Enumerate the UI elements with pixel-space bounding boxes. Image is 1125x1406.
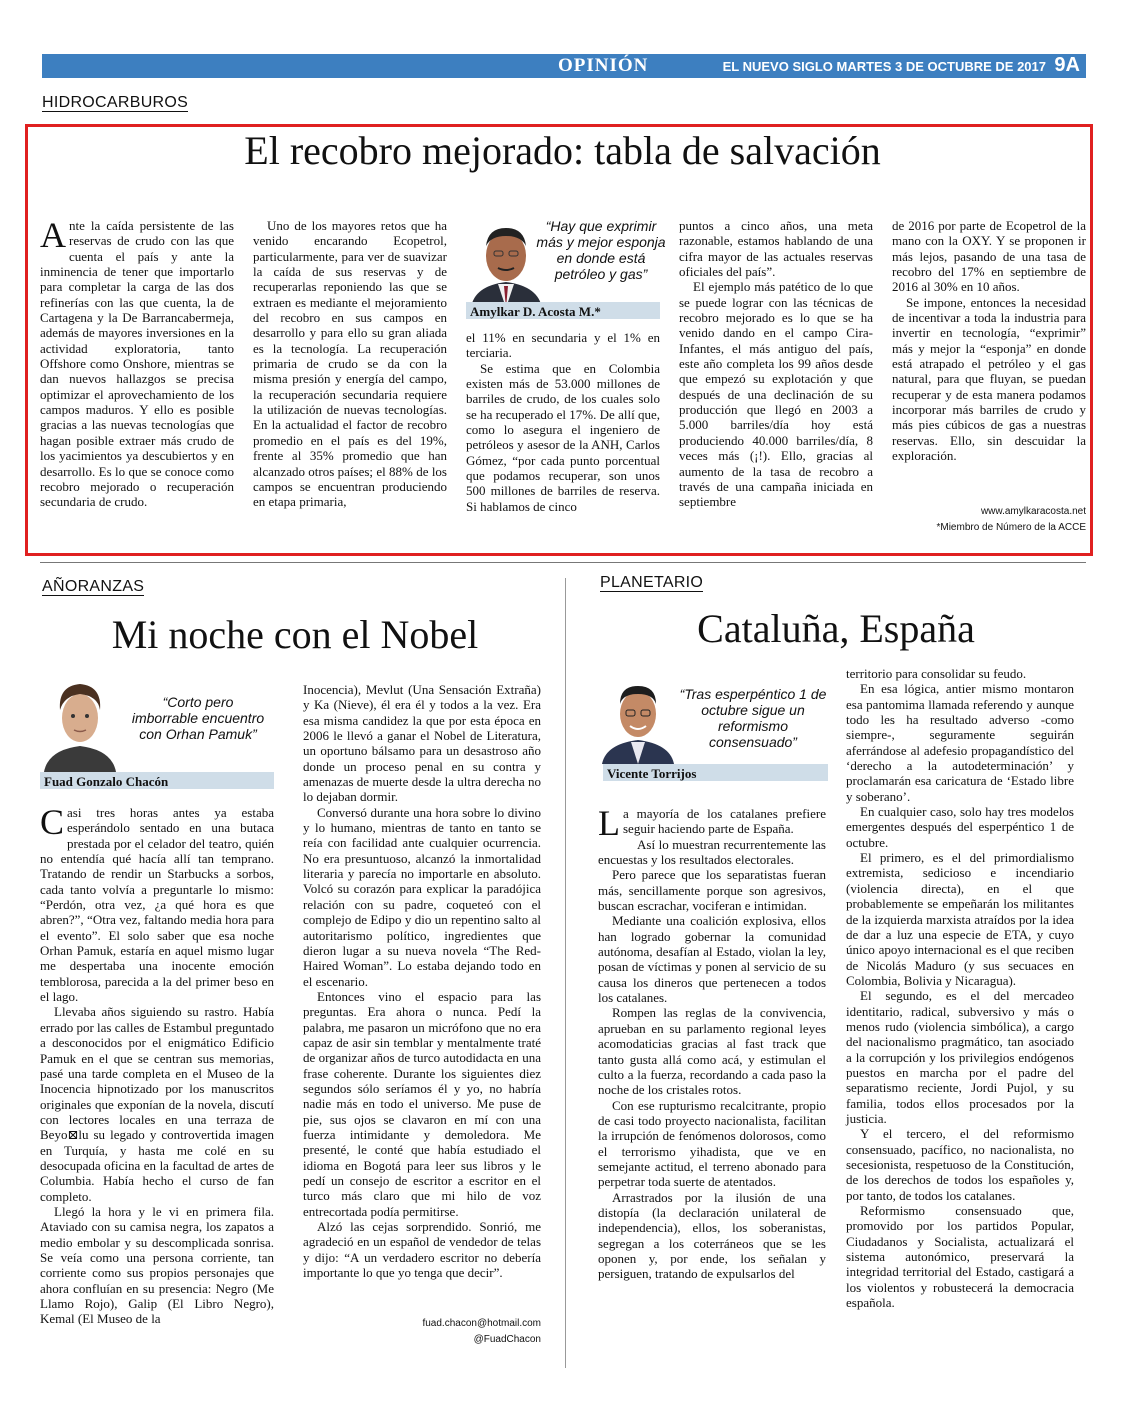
article2-headline: Mi noche con el Nobel: [111, 612, 479, 657]
section-title: OPINIÓN: [558, 55, 649, 76]
dropcap: L: [598, 803, 620, 843]
article1-column-2: Uno de los mayores retos que ha venido encarando Ecopetrol, particularmente, para ver de suavizar la caída de sus reservas y de recuperarlas reponiendo las que se extraen es mediante el mejoramiento del recobro en sus campos en desarrollo y para ello su gran aliada es la tecnología. La recuperación primaria de crudo se da con la misma presión y energía del campo, la recuperación secundaria requiere la utilización de nuevas tecnologías. En la actualidad el factor de recobro promedio en el país es del 19%, frente al 35% promedio que han alcanzado otros países; el 88% de los campos se encuentran produciendo en etapa primaria,: [253, 218, 447, 510]
article3-kicker: PLANETARIO: [600, 574, 704, 591]
article3-column-1: La mayoría de los catalanes prefiere seguir haciendo parte de España. Así lo muestran recurrentemente las encuestas y los resultados electorales. Pero parece que los separatistas fueran más, sencillamente porque son agresivos, buscan escrachar, vociferan e intimidan. Mediante una coalición explosiva, ellos han logrado gobernar la comunidad autónoma, desafían al Estado, violan la ley, posan de víctimas y ponen al servicio de su causa los dineros que pertenecen a todos los catalanes. Rompen las reglas de la convivencia, aprueban en su parlamento regional leyes acomodaticias gracias al fast track que tanto gusta allá como acá, y estimulan el culto a la fuerza, recordando a cada paso la noche de los cristales rotos. Con ese rupturismo recalcitrante, propio de casi todo proyecto nacionalista, facilitan la irrupción de fenómenos dolorosos, como el terrorismo yihadista, que ve en semejante actitud, el terreno abonado para perpetrar toda suerte de atentados. Arrastrados por la ilusión de una distopía (la declaración unilateral de independencia), ellos, los soberanistas, segregan a los coterráneos que se les oponen y, por ende, los señalan y persiguen, tratando de expulsarlos del: [598, 803, 826, 1282]
article1-column-3: el 11% en secundaria y el 1% en terciaria. Se estima que en Colombia existen más de 53.000 millones de barriles de crudo, de los cuales solo se ha recuperado el 17%. De allí que, como lo asegura el ingeniero de petróleos y asesor de la ANH, Carlos Gómez, “por cada punto porcentual que podamos recuperar, son unos 500 millones de barriles de reserva. Si hablamos de cinco: [466, 330, 660, 514]
section-divider: [40, 562, 1086, 563]
article2-column-1: Casi tres horas antes ya estaba esperándolo sentado en una butaca prestada por el celador del teatro, quién no entendía qué hacía allí tan temprano. Tratando de rendir un Starbucks a sorbos, cada tanto volvía a preguntarle lo mismo: “Perdón, otra vez, ¿a qué hora es que abren?”, “Otra vez, faltando media hora para el evento”. El solo saber que esa noche Orhan Pamuk, estaría en aquel mismo lugar me despertaba una inocente emoción temblorosa, parecida a la del primer beso en el lago. Llevaba años siguiendo su rastro. Había errado por las calles de Estambul preguntado a desconocidos por el enigmático Edificio Pamuk en el que se centran sus memorias, pasé una tarde completa en el Museo de la Inocencia hipnotizado por los manuscritos originales que exponían de la novela, discutí con lectores locales en una terraza de Beyo⊠lu su legado y controvertida imagen en Turquía, y hasta me colé en su desocupada oficina en la facultad de artes de Columbia. Había hecho el curso de fan completo. Llegó la hora y le vi en primera fila. Ataviado con su camisa negra, los zapatos a medio embolar y su descomplicada sonrisa. Se veía como una persona corriente, tan corriente como sus propios personajes que ahora confluían en su presencia: Negro (Me Llamo Rojo), Galip (El Libro Negro), Kemal (El Museo de la: [40, 802, 274, 1327]
article3-headline: Cataluña, España: [697, 606, 975, 651]
article1-column-5: de 2016 por parte de Ecopetrol de la mano con la OXY. Y se proponen ir más lejos, pasando de una tasa de recobro del 17% en septiembre de 2016 al 30% en 10 años. Se impone, entonces la necesidad de incentivar a toda la industria para invertir en tecnología, “exprimir” más y mejor la “esponja” en donde está atrapado el petróleo y el gas natural, para que fluyan, se puedan recuperar y de esta manera podamos incorporar más barriles de crudo y más pies cúbicos de gas a nuestras reservas. Ello, sin descuidar la exploración.: [892, 218, 1086, 464]
author-photo: [40, 672, 120, 772]
pull-quote: “Tras esperpéntico 1 de octubre sigue un reformismo consensuado”: [679, 686, 827, 750]
author-website: www.amylkaracosta.net: [980, 506, 1086, 517]
author-footnote: *Miembro de Número de la ACCE: [936, 522, 1086, 533]
dropcap: C: [40, 802, 65, 842]
author-email: fuad.chacon@hotmail.com: [422, 1318, 541, 1329]
dropcap: A: [40, 215, 66, 255]
article1-column-4: puntos a cinco años, una meta razonable, estamos hablando de una cifra mayor de las actuales reservas oficiales del país”. El ejemplo más patético de lo que se puede lograr con las técnicas de recobro mejorado es lo que se ha venido dando en el campo Cira-Infantes, el más antiguo del país, este año completa los 99 años desde que empezó su explotación y que después de una declinación de su producción que llegó en 2003 a 5.000 barriles/día hoy está produciendo 40.000 barriles/día, 8 veces más (¡!). Ello, gracias al aumento de la tasa de recobro a través de una campaña iniciada en septiembre: [679, 218, 873, 510]
article3-column-2: territorio para consolidar su feudo. En esa lógica, antier mismo montaron esa pantomima llamada referendo y aunque todo les ha resultado adverso -como siempre-, seguramente seguirán aferrándose al adefesio propagandístico del ‘derecho a la autodeterminación’ y proclamarán esa caricatura de ‘Estado libre y soberano’. En cualquier caso, solo hay tres modelos emergentes después del esperpéntico 1 de octubre. El primero, es el del primordialismo extremista, sedicioso e incendiario (violencia directa), en el que probablemente se empeñarán los militantes de la izquierda marxista atraídos por la idea de dar a luz una especie de ETA, y cuyo único apoyo internacional es el que reciben de Nicolás Maduro (y sus secuaces en Colombia, Bolivia y Nicaragua). El segundo, es el del mercadeo identitario, radical, subversivo y más o menos rudo (violencia simbólica), a cargo del nacionalismo pragmático, tan asociado a la corrupción y los privilegios endógenos puestos en marcha por el padre del separatismo reciente, Jordi Pujol, y su familia, todos ellos procesados por la justicia. Y el tercero, el del reformismo consensuado, pacífico, no nacionalista, no secesionista, respetuoso de la Constitución, de los derechos de todos los españoles y, por tanto, de todos los catalanes. Reformismo consensuado que, promovido por los partidos Popular, Ciudadanos y Socialista, actualizará el sistema autonómico, preservará la integridad territorial del Estado, castigará a los violentos y robustecerá la democracia española.: [846, 666, 1074, 1311]
page-number: 9A: [1054, 54, 1080, 76]
author-name: Fuad Gonzalo Chacón: [40, 772, 274, 789]
column-divider: [565, 578, 566, 1368]
article1-headline: El recobro mejorado: tabla de salvación: [244, 128, 881, 173]
author-name: Vicente Torrijos: [603, 764, 828, 781]
article2-kicker: AÑORANZAS: [42, 578, 145, 595]
author-photo: [598, 672, 678, 764]
article2-column-2: Inocencia), Mevlut (Una Sensación Extraña) y Ka (Nieve), él era él y todos a la vez. Era esa misma candidez la que por esta época en 2006 le llevó a ganar el Nobel de Literatura, un oportuno bálsamo para un desastroso año donde un proceso penal en su contra y amenazas de muerte desde la ultra derecha no lo dejaban dormir. Conversó durante una hora sobre lo divino y lo humano, mientras de tanto en tanto se reía con facilidad ante cualquier ocurrencia. No era presuntuoso, alcanzó la inmortalidad literaria y parecía no importarle en absoluto. Volcó su corazón para explicar la paradójica relación con su padre, coqueteó con el complejo de Edipo y dio un repentino salto al autoritarismo político, ingredientes que dieron lugar a su nueva novela “The Red-Haired Woman”. Lo estaba dejando todo en el escenario. Entonces vino el espacio para las preguntas. Era ahora o nunca. Pedí la palabra, me pasaron un micrófono que no era capaz de asir sin temblar y mentalmente traté de organizar años de turco autodidacta en una frase coherente. Durante los siguientes diez segundos sólo seríamos él y yo, no habría nadie más en todo el universo. Me puse de pie, sus ojos se clavaron en mí con una fuerza intimidante y demoledora. Me presenté, le conté que había estudiado el idioma en Bogotá para leer sus libros y le pedí un consejo de escritor a escritor en el turco más claro que mi hilo de voz entrecortada podía permitirse. Alzó las cejas sorprendido. Sonrió, me agradeció en un español de vendedor de telas y dijo: “A un verdadero escritor no debería importante lo que yo tenga que decir”.: [303, 682, 541, 1281]
pull-quote: “Corto pero imborrable encuentro con Orhan Pamuk”: [131, 694, 265, 742]
article1-kicker: HIDROCARBUROS: [42, 94, 189, 111]
author-name: Amylkar D. Acosta M.*: [466, 302, 660, 319]
article1-column-1: Ante la caída persistente de las reservas de crudo con las que cuenta el país y ante la inminencia de tener que importarlo para completar la carga de las dos refinerías con las que cuenta, la de Cartagena y la De Barrancabermeja, además de mayores inversiones en la actividad exploratoria, tanto Offshore como Onshore, mientras se dan nuevos hallazgos se precisa optimizar el aprovechamiento de los campos maduros. Y ello es posible gracias a las nuevas tecnologías que hagan posible extraer más crudo de los yacimientos ya descubiertos y en desarrollo. Es lo que se conoce como recobro mejorado o recuperación secundaria de crudo.: [40, 215, 234, 510]
page-header-bar: [42, 54, 1086, 78]
newspaper-date: EL NUEVO SIGLO MARTES 3 DE OCTUBRE DE 2017: [722, 59, 1046, 74]
author-twitter: @FuadChacon: [473, 1334, 541, 1345]
pull-quote: “Hay que exprimir más y mejor esponja en donde está petróleo y gas”: [536, 218, 666, 282]
